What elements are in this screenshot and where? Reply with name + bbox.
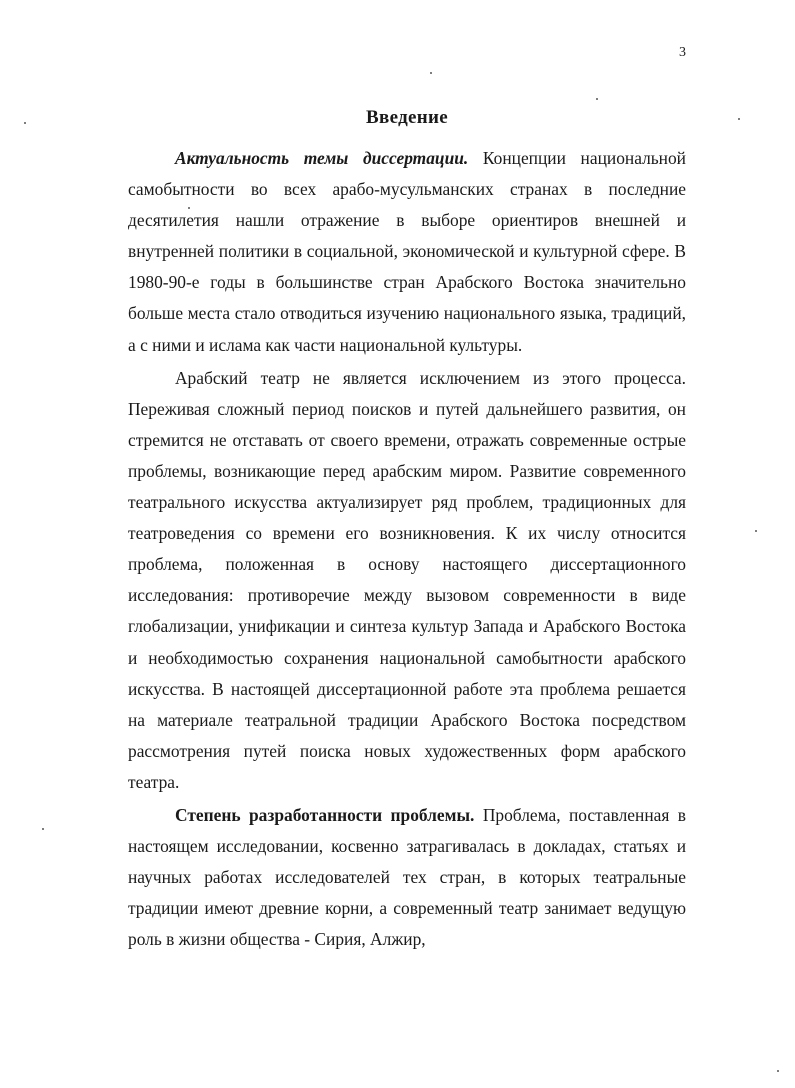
paragraph-lead: Степень разработанности проблемы.	[175, 804, 475, 825]
paragraph-text: Концепции национальной самобытности во всех арабо-мусульманских странах в последние десятилетия нашли отражение в выборе ориентиров внешней и внутренней политики в социальной, экономической и культурной сфере. В 1980-90-е годы в большинстве стран Арабского Востока значительно больше места стало отводиться изучению национального языка, традиций, а с ними и ислама как части национальной культуры.	[128, 148, 686, 355]
scan-speck	[188, 207, 190, 209]
scan-speck	[42, 828, 44, 830]
scan-speck	[24, 122, 26, 124]
scan-speck	[755, 530, 757, 532]
scan-speck	[596, 98, 598, 100]
paragraph-text: Арабский театр не является исключением из этого процесса. Переживая сложный период поисков и путей дальнейшего развития, он стремится не отставать от своего времени, отражать современные острые проблемы, возникающие перед арабским миром. Развитие современного театрального искусства актуализирует ряд проблем, традиционных для театроведения со времени его возникновения. К их числу относится проблема, положенная в основу настоящего диссертационного исследования: противоречие между вызовом современности в виде глобализации, унификации и синтеза культур Запада и Арабского Востока и необходимостью сохранения национальной самобытности арабского искусства. В настоящей диссертационной работе эта проблема решается на материале театральной традиции Арабского Востока посредством рассмотрения путей поиска новых художественных форм арабского театра.	[128, 367, 686, 792]
page-number: 3	[679, 45, 686, 60]
paragraph-arab-theatre	[128, 363, 686, 798]
paragraph-relevance	[128, 143, 686, 361]
paragraph-text: Проблема, поставленная в настоящем исследовании, косвенно затрагивалась в докладах, статьях и научных работах исследователей тех стран, в которых театральные традиции имеют древние корни, а современный театр занимает ведущую роль в жизни общества - Сирия, Алжир,	[128, 804, 686, 950]
body-text	[128, 143, 686, 957]
paragraph-elaboration	[128, 800, 686, 955]
scan-speck	[777, 1070, 779, 1072]
scan-speck	[430, 72, 432, 74]
paragraph-lead: Актуальность темы диссертации.	[175, 148, 469, 168]
scan-speck	[738, 118, 740, 120]
section-heading: Введение	[366, 107, 448, 128]
